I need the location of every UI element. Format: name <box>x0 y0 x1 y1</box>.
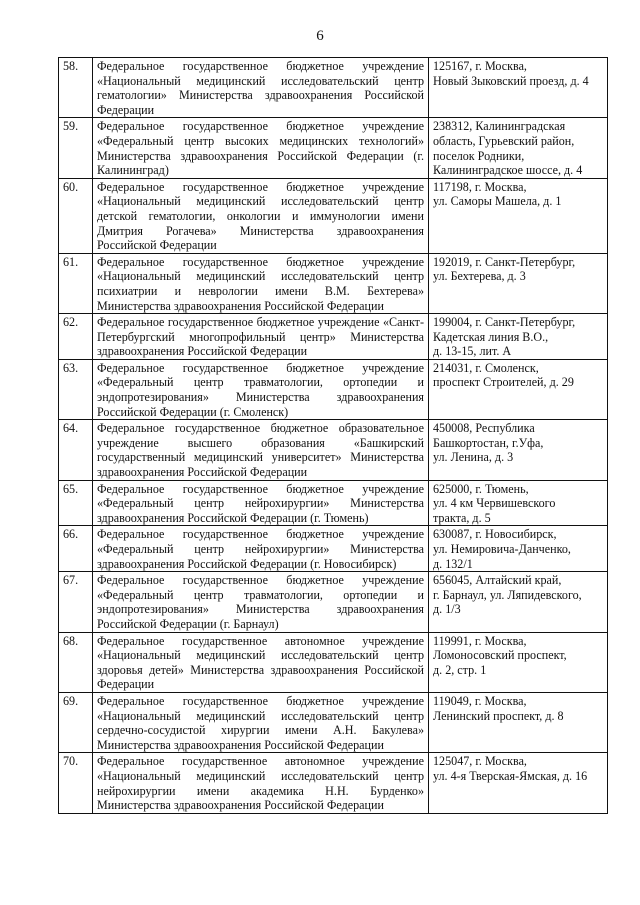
row-number: 60. <box>59 178 93 253</box>
institutions-table <box>58 57 608 814</box>
row-number: 59. <box>59 118 93 178</box>
row-number: 61. <box>59 253 93 313</box>
institution-name: Федеральное государственное автономное учреждение «Национальный медицинский исследовательский центр здоровья детей» Министерства здравоохранения Российской Федерации <box>93 632 429 692</box>
institution-name: Федеральное государственное бюджетное учреждение «Федеральный центр высоких медицинских технологий» Министерства здравоохранения Российской Федерации (г. Калининград) <box>93 118 429 178</box>
institution-address: 119991, г. Москва, Ломоносовский проспект, д. 2, стр. 1 <box>429 632 608 692</box>
institution-name: Федеральное государственное бюджетное учреждение «Национальный медицинский исследовательский центр детской гематологии, онкологии и иммунологии имени Дмитрия Рогачева» Министерства здравоохранения Российской Федерации <box>93 178 429 253</box>
table-row <box>59 359 608 419</box>
table-row <box>59 572 608 632</box>
institution-address: 125047, г. Москва, ул. 4-я Тверская-Ямская, д. 16 <box>429 753 608 813</box>
row-number: 58. <box>59 58 93 118</box>
row-number: 64. <box>59 420 93 480</box>
institution-name: Федеральное государственное бюджетное учреждение «Федеральный центр травматологии, ортопедии и эндопротезирования» Министерства здравоохранения Российской Федерации (г. Смоленск) <box>93 359 429 419</box>
row-number: 62. <box>59 314 93 360</box>
row-number: 65. <box>59 480 93 526</box>
institution-address: 625000, г. Тюмень, ул. 4 км Червишевского тракта, д. 5 <box>429 480 608 526</box>
institution-address: 238312, Калининградская область, Гурьевский район, поселок Родники, Калининградское шоссе, д. 4 <box>429 118 608 178</box>
institution-name: Федеральное государственное бюджетное учреждение «Федеральный центр нейрохирургии» Министерства здравоохранения Российской Федерации (г. Новосибирск) <box>93 526 429 572</box>
row-number: 69. <box>59 692 93 752</box>
institution-name: Федеральное государственное бюджетное учреждение «Санкт-Петербургский многопрофильный центр» Министерства здравоохранения Российской Федерации <box>93 314 429 360</box>
table-row <box>59 420 608 480</box>
institution-name: Федеральное государственное бюджетное учреждение «Национальный медицинский исследовательский центр сердечно-сосудистой хирургии имени А.Н. Бакулева» Министерства здравоохранения Российской Федерации <box>93 692 429 752</box>
institution-address: 125167, г. Москва, Новый Зыковский проезд, д. 4 <box>429 58 608 118</box>
table-row <box>59 58 608 118</box>
institution-address: 214031, г. Смоленск, проспект Строителей, д. 29 <box>429 359 608 419</box>
table-row <box>59 753 608 813</box>
row-number: 68. <box>59 632 93 692</box>
table-row <box>59 632 608 692</box>
institution-address: 199004, г. Санкт-Петербург, Кадетская линия В.О., д. 13-15, лит. А <box>429 314 608 360</box>
row-number: 63. <box>59 359 93 419</box>
institution-name: Федеральное государственное бюджетное учреждение «Национальный медицинский исследовательский центр гематологии» Министерства здравоохранения Российской Федерации <box>93 58 429 118</box>
table-row <box>59 526 608 572</box>
table-row <box>59 314 608 360</box>
row-number: 67. <box>59 572 93 632</box>
table-row <box>59 178 608 253</box>
table-row <box>59 118 608 178</box>
institution-address: 630087, г. Новосибирск, ул. Немировича-Данченко, д. 132/1 <box>429 526 608 572</box>
row-number: 66. <box>59 526 93 572</box>
institution-name: Федеральное государственное бюджетное учреждение «Федеральный центр нейрохирургии» Министерства здравоохранения Российской Федерации (г. Тюмень) <box>93 480 429 526</box>
institution-address: 119049, г. Москва, Ленинский проспект, д. 8 <box>429 692 608 752</box>
institution-address: 450008, Республика Башкортостан, г.Уфа, ул. Ленина, д. 3 <box>429 420 608 480</box>
institution-name: Федеральное государственное бюджетное образовательное учреждение высшего образования «Башкирский государственный медицинский университет» Министерства здравоохранения Российской Федерации <box>93 420 429 480</box>
institution-address: 192019, г. Санкт-Петербург, ул. Бехтерева, д. 3 <box>429 253 608 313</box>
row-number: 70. <box>59 753 93 813</box>
table-row <box>59 692 608 752</box>
institution-name: Федеральное государственное бюджетное учреждение «Национальный медицинский исследовательский центр психиатрии и неврологии имени В.М. Бехтерева» Министерства здравоохранения Российской Федерации <box>93 253 429 313</box>
institution-address: 656045, Алтайский край, г. Барнаул, ул. Ляпидевского, д. 1/3 <box>429 572 608 632</box>
institution-name: Федеральное государственное автономное учреждение «Национальный медицинский исследовательский центр нейрохирургии имени академика Н.Н. Бурденко» Министерства здравоохранения Российской Федерации <box>93 753 429 813</box>
institution-name: Федеральное государственное бюджетное учреждение «Федеральный центр травматологии, ортопедии и эндопротезирования» Министерства здравоохранения Российской Федерации (г. Барнаул) <box>93 572 429 632</box>
page-number: 6 <box>316 28 324 44</box>
institutions-table-body <box>59 58 608 814</box>
table-row <box>59 253 608 313</box>
institution-address: 117198, г. Москва, ул. Саморы Машела, д. 1 <box>429 178 608 253</box>
table-row <box>59 480 608 526</box>
